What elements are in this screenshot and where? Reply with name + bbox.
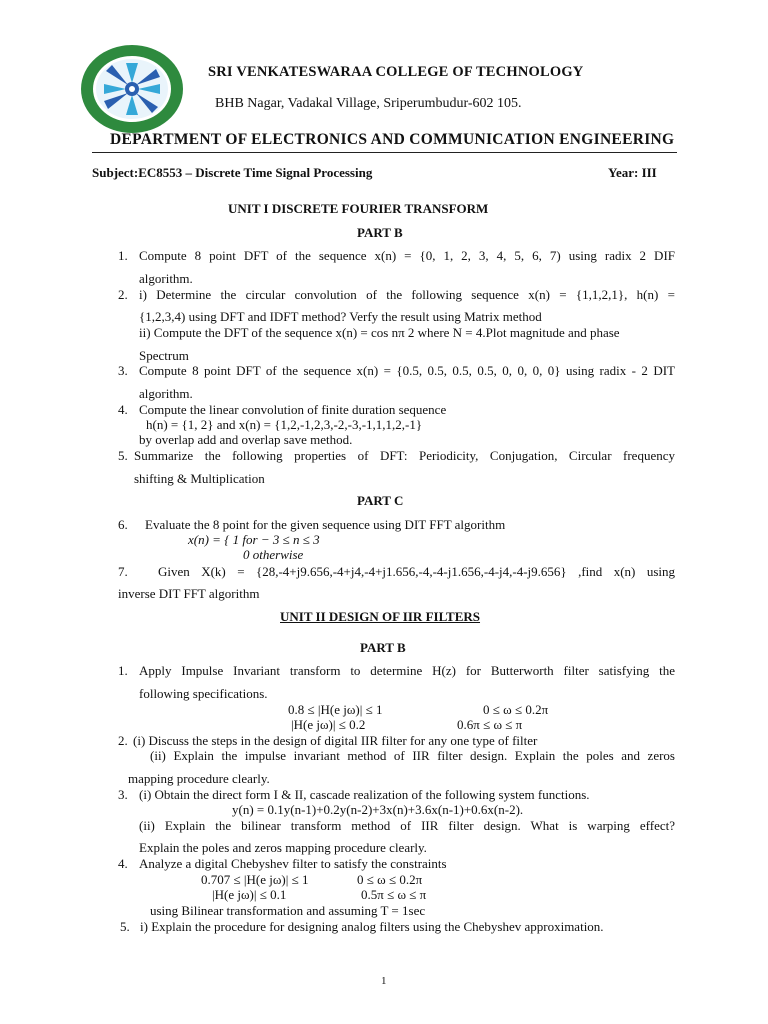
question-number: 5. bbox=[120, 919, 130, 934]
question-text: Compute the linear convolution of finite duration sequence bbox=[139, 402, 447, 417]
equation-line: 0.8 ≤ |H(e jω)| ≤ 1 bbox=[288, 702, 383, 717]
question-text: algorithm. bbox=[139, 386, 193, 401]
college-logo bbox=[80, 44, 184, 134]
question-text: h(n) = {1, 2} and x(n) = {1,2,-1,2,3,-2,-3,-1,1,1,2,-1} bbox=[146, 417, 423, 432]
question-text: Explain the poles and zeros mapping procedure clearly. bbox=[139, 840, 427, 855]
question-number: 3. bbox=[118, 363, 128, 378]
page-number: 1 bbox=[381, 975, 387, 987]
question-text: by overlap add and overlap save method. bbox=[139, 432, 353, 447]
question-text: {1,2,3,4) using DFT and IDFT method? Verfy the result using Matrix method bbox=[139, 309, 542, 324]
question-text: following specifications. bbox=[139, 686, 268, 701]
subject-line: Subject:EC8553 – Discrete Time Signal Processing bbox=[92, 165, 373, 180]
college-name: SRI VENKATESWARAA COLLEGE OF TECHNOLOGY bbox=[208, 64, 584, 80]
header-rule bbox=[92, 152, 677, 153]
equation-line: |H(e jω)| ≤ 0.1 bbox=[212, 887, 287, 902]
question-text: Spectrum bbox=[139, 348, 189, 363]
question-text: i) Determine the circular convolution of the following sequence x(n) = {1,1,2,1}, h(n) = bbox=[139, 287, 675, 302]
unit-2-part-b-heading: PART B bbox=[360, 640, 406, 655]
equation-line: 0.707 ≤ |H(e jω)| ≤ 1 bbox=[201, 872, 309, 887]
question-number: 7. bbox=[118, 564, 128, 579]
question-number: 4. bbox=[118, 402, 128, 417]
department-name: DEPARTMENT OF ELECTRONICS AND COMMUNICATION ENGINEERING bbox=[110, 131, 675, 148]
equation-line: |H(e jω)| ≤ 0.2 bbox=[291, 717, 366, 732]
question-text: Compute 8 point DFT of the sequence x(n) = {0.5, 0.5, 0.5, 0.5, 0, 0, 0, 0} using radix - 2 DIT bbox=[139, 363, 675, 378]
question-number: 3. bbox=[118, 787, 128, 802]
question-number: 1. bbox=[118, 248, 128, 263]
question-text: Evaluate the 8 point for the given sequence using DIT FFT algorithm bbox=[145, 517, 506, 532]
question-text: shifting & Multiplication bbox=[134, 471, 265, 486]
question-text: (ii) Explain the impulse invariant method of IIR filter design. Explain the poles and zeros bbox=[150, 748, 675, 763]
equation-line: 0 ≤ ω ≤ 0.2π bbox=[483, 702, 549, 717]
unit-1-part-b-heading: PART B bbox=[357, 225, 403, 240]
question-number: 5. bbox=[118, 448, 128, 463]
question-text: mapping procedure clearly. bbox=[128, 771, 270, 786]
question-text: inverse DIT FFT algorithm bbox=[118, 586, 260, 601]
question-text: (i) Obtain the direct form I & II, cascade realization of the following system functions. bbox=[139, 787, 590, 802]
equation-line: x(n) = { 1 for − 3 ≤ n ≤ 3 bbox=[188, 532, 320, 547]
question-number: 4. bbox=[118, 856, 128, 871]
question-text: Given X(k) = {28,-4+j9.656,-4+j4,-4+j1.656,-4,-4-j1.656,-4-j4,-4-j9.656} ,find x(n) using bbox=[158, 564, 675, 579]
question-number: 2. bbox=[118, 287, 128, 302]
question-text: Apply Impulse Invariant transform to determine H(z) for Butterworth filter satisfying the bbox=[139, 663, 675, 678]
equation-line: 0.6π ≤ ω ≤ π bbox=[457, 717, 523, 732]
question-text: i) Explain the procedure for designing analog filters using the Chebyshev approximation. bbox=[140, 919, 604, 934]
equation-line: 0 otherwise bbox=[243, 547, 304, 562]
question-text: using Bilinear transformation and assuming T = 1sec bbox=[150, 903, 426, 918]
question-number: 2. bbox=[118, 733, 128, 748]
question-number: 1. bbox=[118, 663, 128, 678]
question-text: Analyze a digital Chebyshev filter to satisfy the constraints bbox=[139, 856, 447, 871]
college-address: BHB Nagar, Vadakal Village, Sriperumbudur-602 105. bbox=[215, 96, 522, 111]
question-text: ii) Compute the DFT of the sequence x(n) = cos nπ 2 where N = 4.Plot magnitude and phase bbox=[139, 325, 620, 340]
year-line: Year: III bbox=[608, 165, 657, 180]
unit-2-title: UNIT II DESIGN OF IIR FILTERS bbox=[280, 609, 481, 624]
equation-line: y(n) = 0.1y(n-1)+0.2y(n-2)+3x(n)+3.6x(n-1)+0.6x(n-2). bbox=[232, 802, 524, 817]
unit-1-title: UNIT I DISCRETE FOURIER TRANSFORM bbox=[228, 201, 489, 216]
question-text: (ii) Explain the bilinear transform method of IIR filter design. What is warping effect? bbox=[139, 818, 675, 833]
question-text: Summarize the following properties of DFT: Periodicity, Conjugation, Circular frequency bbox=[134, 448, 675, 463]
unit-1-part-c-heading: PART C bbox=[357, 493, 404, 508]
equation-line: 0.5π ≤ ω ≤ π bbox=[361, 887, 427, 902]
question-text: algorithm. bbox=[139, 271, 193, 286]
equation-line: 0 ≤ ω ≤ 0.2π bbox=[357, 872, 423, 887]
question-text: (i) Discuss the steps in the design of digital IIR filter for any one type of filter bbox=[133, 733, 538, 748]
question-number: 6. bbox=[118, 517, 128, 532]
question-text: Compute 8 point DFT of the sequence x(n) = {0, 1, 2, 3, 4, 5, 6, 7) using radix 2 DIF bbox=[139, 248, 675, 263]
